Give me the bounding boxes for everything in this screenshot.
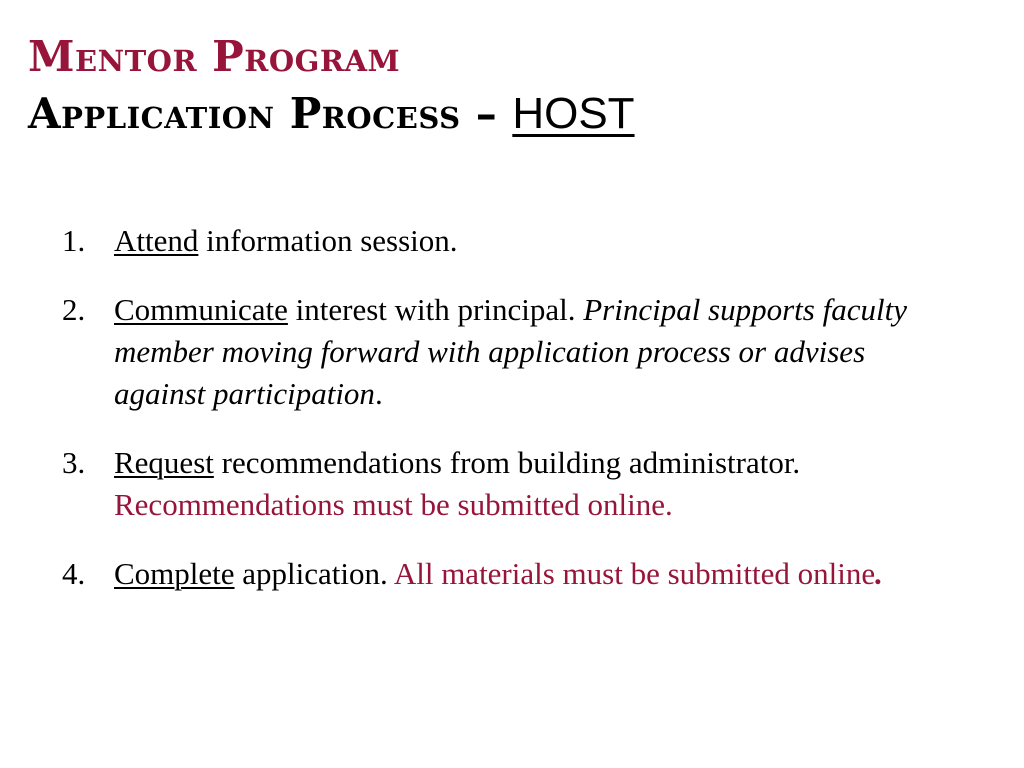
steps-list — [62, 220, 962, 622]
step-text: information session. — [198, 223, 458, 258]
title-line-1: Mentor Program — [28, 32, 401, 81]
step-text: recommendations from building administrator. — [213, 445, 801, 480]
step-verb: Communicate — [114, 292, 288, 327]
step-note-end: . — [374, 376, 383, 411]
title-host: HOST — [512, 89, 635, 138]
step-text: application. — [234, 556, 394, 591]
step-number: 4. — [62, 556, 86, 591]
step-note: Principal supports faculty member moving forward with application process or advises against participation — [114, 292, 907, 411]
step-item-3 — [62, 442, 962, 526]
step-note: Recommendations must be submitted online. — [114, 487, 673, 522]
step-number: 3. — [62, 445, 86, 480]
step-note-end: . — [875, 556, 883, 591]
step-item-2 — [62, 289, 962, 415]
step-number: 1. — [62, 223, 86, 258]
step-number: 2. — [62, 292, 86, 327]
step-verb: Complete — [114, 556, 235, 591]
step-item-1 — [62, 220, 962, 262]
title-line-2-prefix: Application Process – — [28, 89, 513, 138]
step-item-4 — [62, 553, 962, 595]
title-line-2 — [28, 89, 988, 138]
step-verb: Request — [114, 445, 214, 480]
step-text: interest with principal. — [287, 292, 584, 327]
step-verb: Attend — [114, 223, 199, 258]
slide-title — [28, 32, 988, 138]
step-note: All materials must be submitted online — [393, 556, 876, 591]
